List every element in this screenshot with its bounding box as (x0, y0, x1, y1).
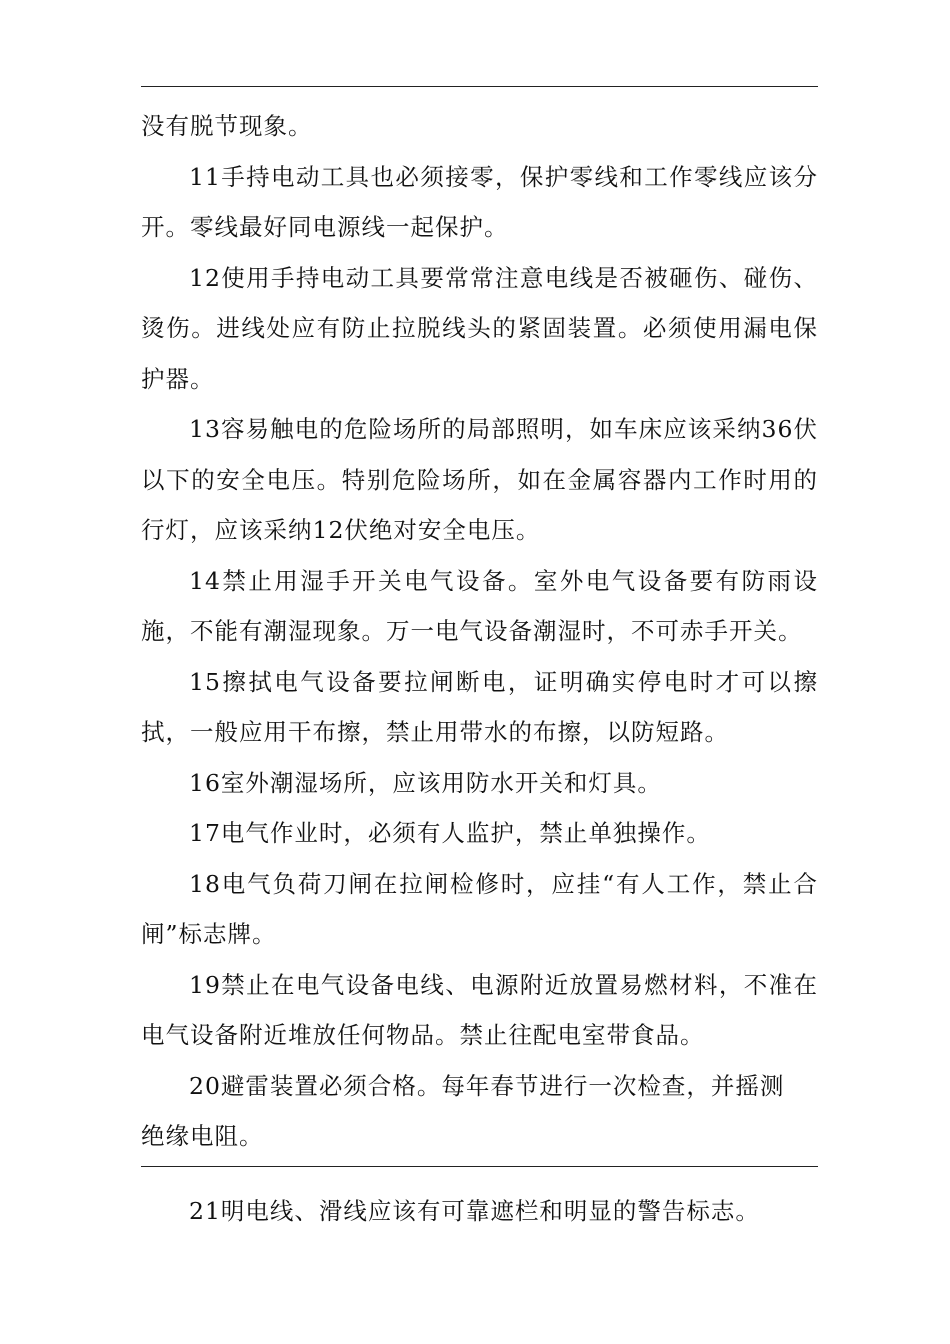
paragraph-item-16: 16室外潮湿场所，应该用防水开关和灯具。 (189, 768, 662, 797)
page-break-rule (141, 1166, 818, 1167)
paragraph-item-11: 11手持电动工具也必须接零，保护零线和工作零线应该分开。零线最好同电源线一起保护。 (141, 162, 818, 241)
paragraph-item-20-continuation: 绝缘电阻。 (141, 1122, 264, 1150)
paragraph-item-21: 21明电线、滑线应该有可靠遮栏和明显的警告标志。 (189, 1197, 760, 1225)
paragraph-item-15: 15擦拭电气设备要拉闸断电，证明确实停电时才可以擦拭，一般应用干布擦，禁止用带水的布擦，以防短路。 (141, 667, 818, 746)
paragraph-item-13: 13容易触电的危险场所的局部照明，如车床应该采纳36伏以下的安全电压。特别危险场所，如在金属容器内工作时用的行灯，应该采纳12伏绝对安全电压。 (141, 415, 818, 544)
paragraph-item-17: 17电气作业时，必须有人监护，禁止单独操作。 (189, 819, 711, 847)
paragraph-item-19: 19禁止在电气设备电线、电源附近放置易燃材料，不准在电气设备附近堆放任何物品。禁止往配电室带食品。 (141, 970, 818, 1049)
paragraph-item-18: 18电气负荷刀闸在拉闸检修时，应挂“有人工作，禁止合闸”标志牌。 (141, 869, 818, 948)
top-rule (141, 86, 818, 87)
next-page-body (141, 1186, 818, 1237)
paragraph-item-12: 12使用手持电动工具要常常注意电线是否被砸伤、碰伤、烫伤。进线处应有防止拉脱线头的紧固装置。必须使用漏电保护器。 (141, 263, 818, 393)
paragraph-item-20: 20避雷装置必须合格。每年春节进行一次检查，并摇测 (189, 1071, 785, 1100)
paragraph-item-14: 14禁止用湿手开关电气设备。室外电气设备要有防雨设施，不能有潮湿现象。万一电气设备潮湿时，不可赤手开关。 (141, 566, 818, 645)
document-body (141, 101, 818, 1162)
paragraph-continuation: 没有脱节现象。 (141, 112, 313, 140)
